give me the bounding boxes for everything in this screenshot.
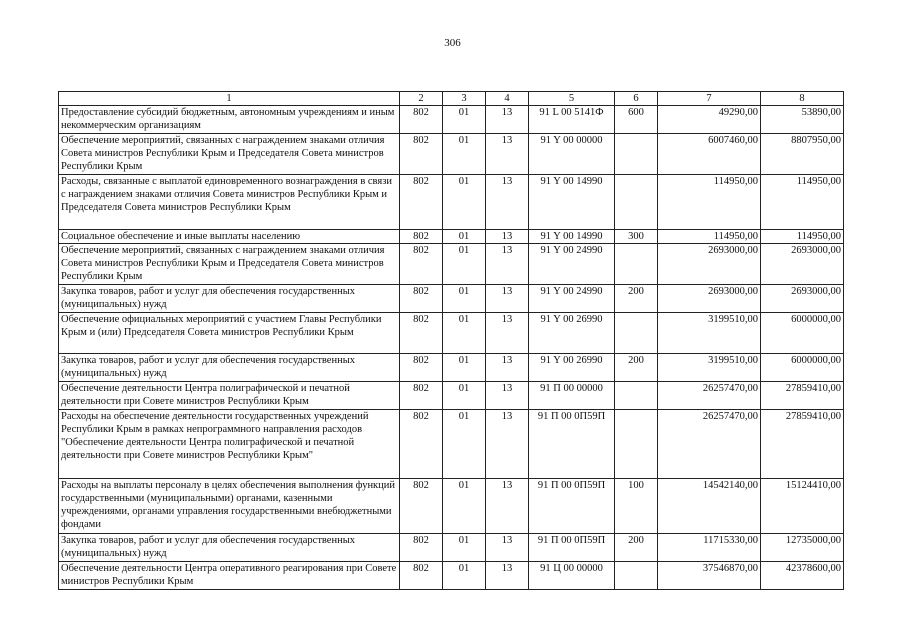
amount-col7: 26257470,00 (658, 410, 761, 479)
table-row (59, 175, 844, 230)
amount-col7: 11715330,00 (658, 534, 761, 562)
row-description: Обеспечение мероприятий, связанных с награждением знаками отличия Совета министров Республики Крым и Председателя Совета министров Республики Крым (59, 134, 400, 175)
section-code: 01 (443, 175, 486, 230)
col-header-4: 4 (486, 92, 529, 106)
table-row (59, 382, 844, 410)
chapter-code: 802 (400, 134, 443, 175)
subsection-code: 13 (486, 175, 529, 230)
expense-type-code (615, 175, 658, 230)
amount-col8: 114950,00 (761, 175, 844, 230)
section-code: 01 (443, 230, 486, 244)
table-row (59, 106, 844, 134)
amount-col7: 26257470,00 (658, 382, 761, 410)
subsection-code: 13 (486, 382, 529, 410)
target-article-code: 91 П 00 0П59П (529, 534, 615, 562)
table-row (59, 410, 844, 479)
amount-col7: 3199510,00 (658, 354, 761, 382)
amount-col7: 6007460,00 (658, 134, 761, 175)
amount-col7: 37546870,00 (658, 562, 761, 590)
section-code: 01 (443, 244, 486, 285)
col-header-5: 5 (529, 92, 615, 106)
target-article-code: 91 Y 00 14990 (529, 230, 615, 244)
subsection-code: 13 (486, 410, 529, 479)
amount-col8: 8807950,00 (761, 134, 844, 175)
row-description: Социальное обеспечение и иные выплаты населению (59, 230, 400, 244)
chapter-code: 802 (400, 382, 443, 410)
row-description: Расходы на обеспечение деятельности государственных учреждений Республики Крым в рамках непрограммного направления расходов "Обеспечение деятельности Центра полиграфической и печатной деятельности при Совете министров Республики Крым" (59, 410, 400, 479)
table-row (59, 479, 844, 534)
amount-col8: 114950,00 (761, 230, 844, 244)
amount-col8: 15124410,00 (761, 479, 844, 534)
chapter-code: 802 (400, 230, 443, 244)
chapter-code: 802 (400, 175, 443, 230)
row-description: Обеспечение официальных мероприятий с участием Главы Республики Крым и (или) Председателя Совета министров Республики Крым (59, 313, 400, 354)
subsection-code: 13 (486, 134, 529, 175)
section-code: 01 (443, 106, 486, 134)
row-description: Предоставление субсидий бюджетным, автономным учреждениям и иным некоммерческим организациям (59, 106, 400, 134)
expense-type-code: 200 (615, 354, 658, 382)
row-description: Обеспечение мероприятий, связанных с награждением знаками отличия Совета министров Республики Крым и Председателя Совета министров Республики Крым (59, 244, 400, 285)
amount-col8: 12735000,00 (761, 534, 844, 562)
row-description: Расходы, связанные с выплатой единовременного вознаграждения в связи с награждением знаками отличия Совета министров Республики Крым и Председателя Совета министров Республики Крым (59, 175, 400, 230)
table-row (59, 562, 844, 590)
header-row (59, 92, 844, 106)
subsection-code: 13 (486, 230, 529, 244)
chapter-code: 802 (400, 244, 443, 285)
subsection-code: 13 (486, 479, 529, 534)
subsection-code: 13 (486, 244, 529, 285)
col-header-7: 7 (658, 92, 761, 106)
row-description: Обеспечение деятельности Центра полиграфической и печатной деятельности при Совете министров Республики Крым (59, 382, 400, 410)
target-article-code: 91 П 00 0П59П (529, 410, 615, 479)
table-row (59, 534, 844, 562)
section-code: 01 (443, 479, 486, 534)
section-code: 01 (443, 285, 486, 313)
budget-table (58, 91, 844, 590)
target-article-code: 91 Ц 00 00000 (529, 562, 615, 590)
expense-type-code (615, 134, 658, 175)
table-row (59, 313, 844, 354)
expense-type-code (615, 562, 658, 590)
chapter-code: 802 (400, 354, 443, 382)
section-code: 01 (443, 562, 486, 590)
subsection-code: 13 (486, 534, 529, 562)
col-header-8: 8 (761, 92, 844, 106)
col-header-1: 1 (59, 92, 400, 106)
expense-type-code (615, 244, 658, 285)
col-header-3: 3 (443, 92, 486, 106)
section-code: 01 (443, 134, 486, 175)
amount-col7: 2693000,00 (658, 285, 761, 313)
row-description: Обеспечение деятельности Центра оперативного реагирования при Совете министров Республики Крым (59, 562, 400, 590)
table-row (59, 244, 844, 285)
expense-type-code (615, 410, 658, 479)
chapter-code: 802 (400, 410, 443, 479)
section-code: 01 (443, 382, 486, 410)
subsection-code: 13 (486, 562, 529, 590)
section-code: 01 (443, 354, 486, 382)
amount-col8: 6000000,00 (761, 354, 844, 382)
target-article-code: 91 L 00 5141Ф (529, 106, 615, 134)
chapter-code: 802 (400, 534, 443, 562)
subsection-code: 13 (486, 285, 529, 313)
page-number: 306 (444, 37, 461, 49)
target-article-code: 91 П 00 00000 (529, 382, 615, 410)
table-row (59, 134, 844, 175)
expense-type-code: 600 (615, 106, 658, 134)
row-description: Закупка товаров, работ и услуг для обеспечения государственных (муниципальных) нужд (59, 354, 400, 382)
chapter-code: 802 (400, 106, 443, 134)
expense-type-code (615, 382, 658, 410)
amount-col7: 3199510,00 (658, 313, 761, 354)
amount-col8: 2693000,00 (761, 244, 844, 285)
section-code: 01 (443, 534, 486, 562)
subsection-code: 13 (486, 354, 529, 382)
table-row (59, 285, 844, 313)
chapter-code: 802 (400, 479, 443, 534)
target-article-code: 91 Y 00 00000 (529, 134, 615, 175)
amount-col7: 14542140,00 (658, 479, 761, 534)
amount-col8: 27859410,00 (761, 410, 844, 479)
amount-col8: 2693000,00 (761, 285, 844, 313)
expense-type-code: 200 (615, 285, 658, 313)
table-row (59, 354, 844, 382)
subsection-code: 13 (486, 106, 529, 134)
amount-col8: 53890,00 (761, 106, 844, 134)
chapter-code: 802 (400, 313, 443, 354)
target-article-code: 91 Y 00 14990 (529, 175, 615, 230)
row-description: Закупка товаров, работ и услуг для обеспечения государственных (муниципальных) нужд (59, 285, 400, 313)
row-description: Расходы на выплаты персоналу в целях обеспечения выполнения функций государственными (муниципальными) органами, казенными учреждениями, органами управления государственными внебюджетными фондами (59, 479, 400, 534)
amount-col7: 2693000,00 (658, 244, 761, 285)
amount-col7: 114950,00 (658, 175, 761, 230)
expense-type-code: 200 (615, 534, 658, 562)
amount-col8: 42378600,00 (761, 562, 844, 590)
target-article-code: 91 Y 00 24990 (529, 244, 615, 285)
target-article-code: 91 Y 00 24990 (529, 285, 615, 313)
subsection-code: 13 (486, 313, 529, 354)
col-header-2: 2 (400, 92, 443, 106)
target-article-code: 91 Y 00 26990 (529, 313, 615, 354)
row-description: Закупка товаров, работ и услуг для обеспечения государственных (муниципальных) нужд (59, 534, 400, 562)
chapter-code: 802 (400, 285, 443, 313)
amount-col8: 27859410,00 (761, 382, 844, 410)
table-row (59, 230, 844, 244)
expense-type-code: 100 (615, 479, 658, 534)
target-article-code: 91 П 00 0П59П (529, 479, 615, 534)
section-code: 01 (443, 410, 486, 479)
target-article-code: 91 Y 00 26990 (529, 354, 615, 382)
amount-col7: 49290,00 (658, 106, 761, 134)
section-code: 01 (443, 313, 486, 354)
col-header-6: 6 (615, 92, 658, 106)
expense-type-code: 300 (615, 230, 658, 244)
expense-type-code (615, 313, 658, 354)
amount-col7: 114950,00 (658, 230, 761, 244)
chapter-code: 802 (400, 562, 443, 590)
amount-col8: 6000000,00 (761, 313, 844, 354)
